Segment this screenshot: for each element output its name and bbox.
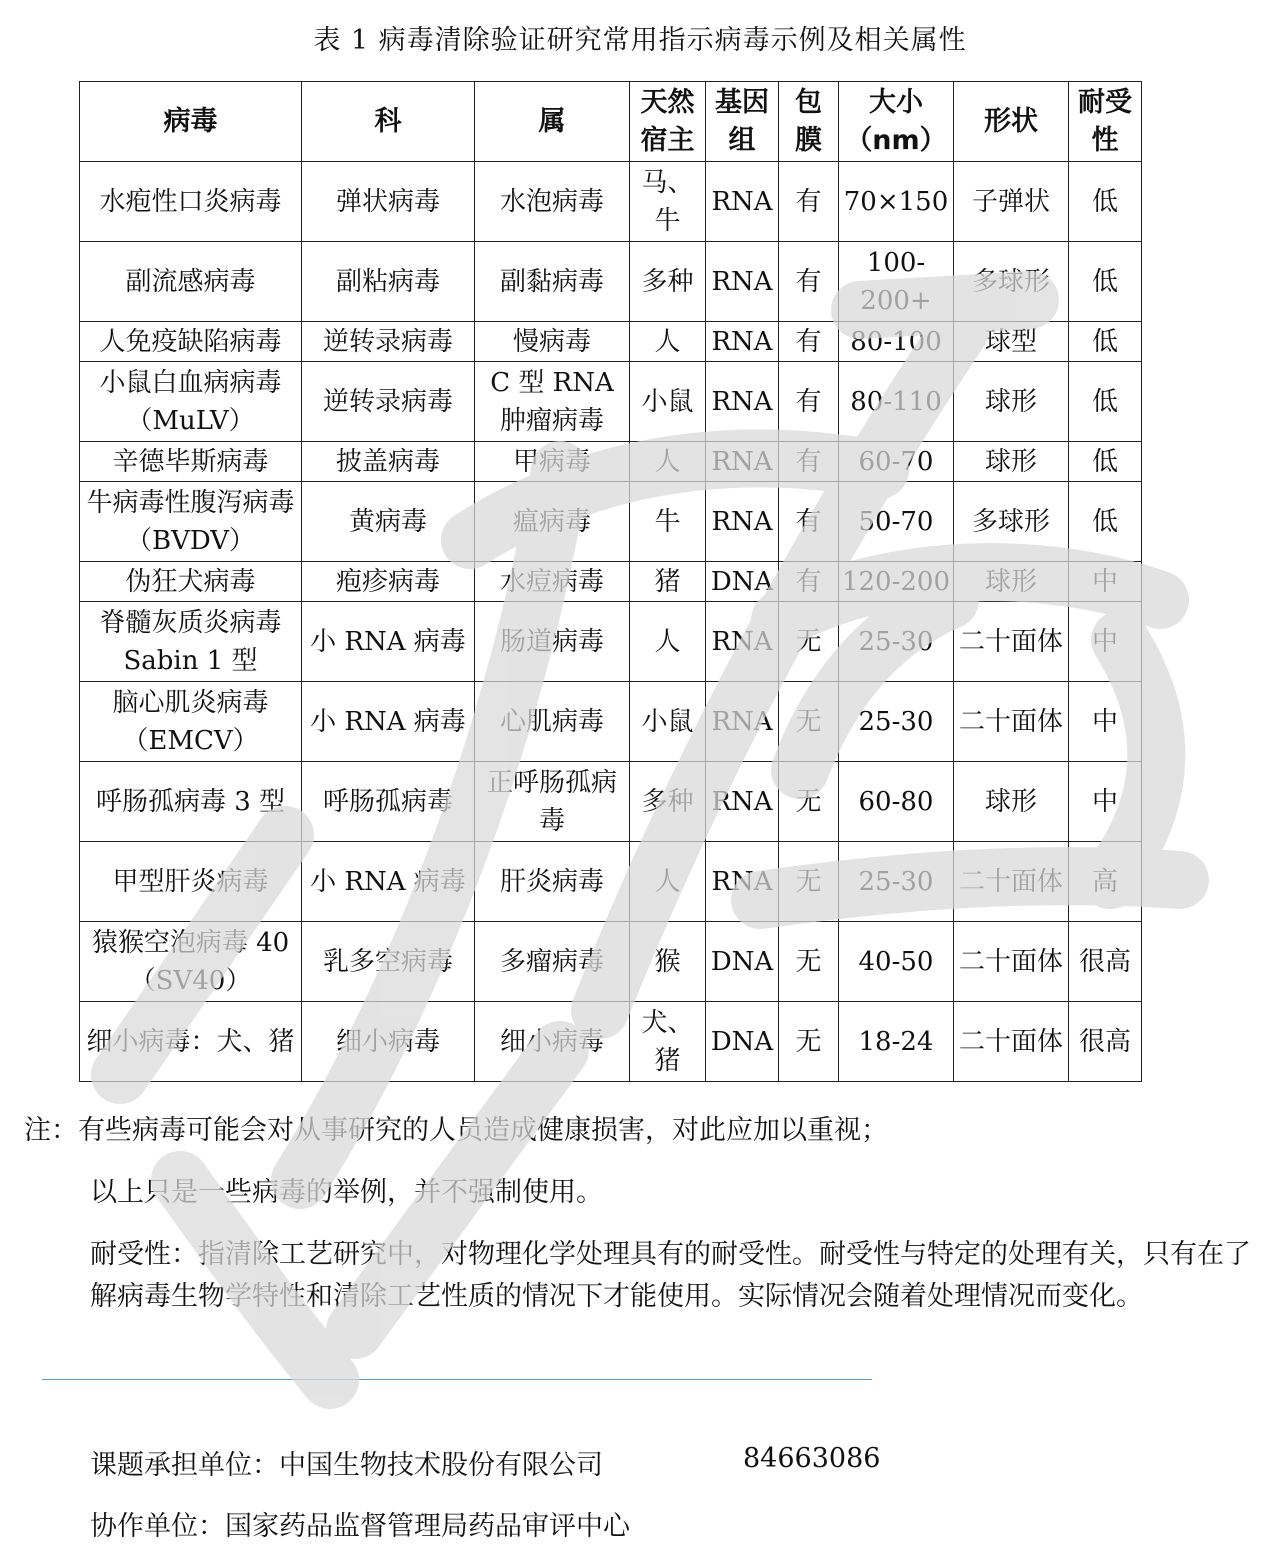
header-virus: 病毒: [80, 82, 302, 162]
cell-genus: C 型 RNA 肿瘤病毒: [475, 362, 630, 442]
cell-family: 细小病毒: [302, 1002, 475, 1082]
cell-family: 逆转录病毒: [302, 362, 475, 442]
table-row: [80, 842, 1142, 922]
header-family: 科: [302, 82, 475, 162]
cell-envelope: 有: [779, 322, 839, 362]
cell-host: 猴: [630, 922, 706, 1002]
cell-size: 50-70: [839, 482, 954, 562]
cell-envelope: 无: [779, 922, 839, 1002]
header-genus: 属: [475, 82, 630, 162]
cell-family: 疱疹病毒: [302, 562, 475, 602]
cell-resistance: 中: [1069, 562, 1142, 602]
cell-virus: 猿猴空泡病毒 40（SV40）: [80, 922, 302, 1002]
table-header-row: [80, 82, 1142, 162]
cell-virus: 小鼠白血病病毒（MuLV）: [80, 362, 302, 442]
cell-host: 人: [630, 602, 706, 682]
cell-genus: 副黏病毒: [475, 242, 630, 322]
cell-genome: DNA: [706, 1002, 779, 1082]
cell-envelope: 有: [779, 482, 839, 562]
cell-shape: 子弹状: [954, 162, 1069, 242]
table-row: [80, 242, 1142, 322]
cell-resistance: 很高: [1069, 1002, 1142, 1082]
cell-genome: DNA: [706, 562, 779, 602]
cell-family: 小 RNA 病毒: [302, 842, 475, 922]
header-genome-line2: 组: [728, 124, 756, 156]
cell-envelope: 无: [779, 1002, 839, 1082]
cell-resistance: 中: [1069, 762, 1142, 842]
cell-genome: RNA: [706, 602, 779, 682]
header-genome-line1: 基因: [715, 86, 769, 118]
cell-shape: 二十面体: [954, 842, 1069, 922]
cell-genome: RNA: [706, 162, 779, 242]
cell-envelope: 无: [779, 682, 839, 762]
cell-size: 100-200+: [839, 242, 954, 322]
cell-host: 猪: [630, 562, 706, 602]
footer-undertaker: 课题承担单位：中国生物技术股份有限公司: [90, 1450, 603, 1481]
table-row: [80, 682, 1142, 762]
cell-genome: RNA: [706, 482, 779, 562]
cell-host: 犬、猪: [630, 1002, 706, 1082]
header-envelope-line2: 膜: [795, 124, 822, 156]
cell-resistance: 中: [1069, 602, 1142, 682]
cell-envelope: 无: [779, 602, 839, 682]
cell-genome: RNA: [706, 442, 779, 482]
cell-size: 25-30: [839, 682, 954, 762]
header-envelope-line1: 包: [795, 86, 822, 118]
cell-shape: 球形: [954, 442, 1069, 482]
header-host-line1: 天然: [640, 86, 695, 118]
cell-virus: 脊髓灰质炎病毒 Sabin 1 型: [80, 602, 302, 682]
header-shape: 形状: [954, 82, 1069, 162]
cell-resistance: 中: [1069, 682, 1142, 762]
cell-genome: RNA: [706, 322, 779, 362]
header-resistance-line2: 性: [1091, 124, 1119, 156]
cell-family: 逆转录病毒: [302, 322, 475, 362]
cell-genus: 正呼肠孤病毒: [475, 762, 630, 842]
cell-genome: RNA: [706, 842, 779, 922]
note-examples-only: 以上只是一些病毒的举例，并不强制使用。: [90, 1177, 603, 1208]
cell-envelope: 无: [779, 762, 839, 842]
table-row: [80, 482, 1142, 562]
cell-resistance: 低: [1069, 242, 1142, 322]
cell-genus: 心肌病毒: [475, 682, 630, 762]
header-resistance-line1: 耐受: [1078, 86, 1132, 118]
cell-resistance: 很高: [1069, 922, 1142, 1002]
cell-size: 80-110: [839, 362, 954, 442]
cell-resistance: 低: [1069, 322, 1142, 362]
cell-family: 披盖病毒: [302, 442, 475, 482]
header-envelope: [779, 82, 839, 162]
cell-host: 人: [630, 842, 706, 922]
cell-resistance: 低: [1069, 442, 1142, 482]
footer-phone: 84663086: [743, 1443, 881, 1474]
cell-family: 呼肠孤病毒: [302, 762, 475, 842]
cell-virus: 伪狂犬病毒: [80, 562, 302, 602]
cell-family: 黄病毒: [302, 482, 475, 562]
cell-virus: 牛病毒性腹泻病毒（BVDV）: [80, 482, 302, 562]
header-size: [839, 82, 954, 162]
cell-envelope: 有: [779, 162, 839, 242]
cell-host: 人: [630, 322, 706, 362]
cell-host: 人: [630, 442, 706, 482]
table-row: [80, 322, 1142, 362]
cell-genus: 肠道病毒: [475, 602, 630, 682]
cell-size: 70×150: [839, 162, 954, 242]
cell-virus: 细小病毒：犬、猪: [80, 1002, 302, 1082]
cell-shape: 多球形: [954, 482, 1069, 562]
cell-shape: 二十面体: [954, 1002, 1069, 1082]
cell-virus: 水疱性口炎病毒: [80, 162, 302, 242]
cell-size: 60-70: [839, 442, 954, 482]
header-size-line2: （nm）: [845, 124, 947, 156]
cell-shape: 球型: [954, 322, 1069, 362]
cell-genome: RNA: [706, 242, 779, 322]
cell-resistance: 低: [1069, 362, 1142, 442]
cell-size: 40-50: [839, 922, 954, 1002]
cell-size: 25-30: [839, 842, 954, 922]
cell-resistance: 低: [1069, 162, 1142, 242]
cell-host: 多种: [630, 242, 706, 322]
cell-resistance: 低: [1069, 482, 1142, 562]
table-caption: 表 1 病毒清除验证研究常用指示病毒示例及相关属性: [313, 25, 967, 56]
cell-size: 120-200: [839, 562, 954, 602]
cell-virus: 甲型肝炎病毒: [80, 842, 302, 922]
cell-resistance: 高: [1069, 842, 1142, 922]
cell-envelope: 有: [779, 242, 839, 322]
cell-shape: 二十面体: [954, 602, 1069, 682]
table-row: [80, 602, 1142, 682]
header-resistance: [1069, 82, 1142, 162]
table-row: [80, 162, 1142, 242]
cell-virus: 副流感病毒: [80, 242, 302, 322]
cell-size: 60-80: [839, 762, 954, 842]
cell-genome: RNA: [706, 682, 779, 762]
cell-genome: RNA: [706, 362, 779, 442]
cell-size: 18-24: [839, 1002, 954, 1082]
cell-envelope: 有: [779, 442, 839, 482]
cell-size: 80-100: [839, 322, 954, 362]
cell-family: 小 RNA 病毒: [302, 602, 475, 682]
cell-virus: 呼肠孤病毒 3 型: [80, 762, 302, 842]
cell-shape: 球形: [954, 762, 1069, 842]
cell-genus: 甲病毒: [475, 442, 630, 482]
note-resistance-definition: 耐受性：指清除工艺研究中，对物理化学处理具有的耐受性。耐受性与特定的处理有关，只有在了解病毒生物学特性和清除工艺性质的情况下才能使用。实际情况会随着处理情况而变化。: [90, 1239, 1251, 1312]
cell-virus: 人免疫缺陷病毒: [80, 322, 302, 362]
cell-family: 乳多空病毒: [302, 922, 475, 1002]
cell-shape: 球形: [954, 562, 1069, 602]
header-size-line1: 大小: [869, 86, 923, 118]
cell-host: 多种: [630, 762, 706, 842]
cell-genus: 慢病毒: [475, 322, 630, 362]
header-host: [630, 82, 706, 162]
table-row: [80, 562, 1142, 602]
cell-genome: DNA: [706, 922, 779, 1002]
cell-host: 牛: [630, 482, 706, 562]
cell-genus: 多瘤病毒: [475, 922, 630, 1002]
cell-host: 马、牛: [630, 162, 706, 242]
virus-table: [79, 81, 1142, 1082]
cell-genome: RNA: [706, 762, 779, 842]
cell-size: 25-30: [839, 602, 954, 682]
cell-shape: 二十面体: [954, 922, 1069, 1002]
cell-host: 小鼠: [630, 362, 706, 442]
table-row: [80, 442, 1142, 482]
cell-family: 弹状病毒: [302, 162, 475, 242]
cell-virus: 辛德毕斯病毒: [80, 442, 302, 482]
header-genome: [706, 82, 779, 162]
cell-host: 小鼠: [630, 682, 706, 762]
cell-shape: 二十面体: [954, 682, 1069, 762]
cell-genus: 水泡病毒: [475, 162, 630, 242]
table-row: [80, 362, 1142, 442]
table-row: [80, 1002, 1142, 1082]
cell-shape: 多球形: [954, 242, 1069, 322]
cell-genus: 水痘病毒: [475, 562, 630, 602]
header-host-line2: 宿主: [640, 124, 695, 156]
cell-envelope: 无: [779, 842, 839, 922]
table-row: [80, 762, 1142, 842]
cell-virus: 脑心肌炎病毒（EMCV）: [80, 682, 302, 762]
cell-envelope: 有: [779, 562, 839, 602]
cell-genus: 瘟病毒: [475, 482, 630, 562]
horizontal-rule: [42, 1379, 872, 1380]
note-health-warning: 注：有些病毒可能会对从事研究的人员造成健康损害，对此应加以重视；: [24, 1115, 888, 1146]
cell-shape: 球形: [954, 362, 1069, 442]
cell-family: 副粘病毒: [302, 242, 475, 322]
footer-collaborator: 协作单位：国家药品监督管理局药品审评中心: [90, 1511, 630, 1542]
cell-envelope: 有: [779, 362, 839, 442]
table-row: [80, 922, 1142, 1002]
cell-genus: 细小病毒: [475, 1002, 630, 1082]
cell-family: 小 RNA 病毒: [302, 682, 475, 762]
cell-genus: 肝炎病毒: [475, 842, 630, 922]
